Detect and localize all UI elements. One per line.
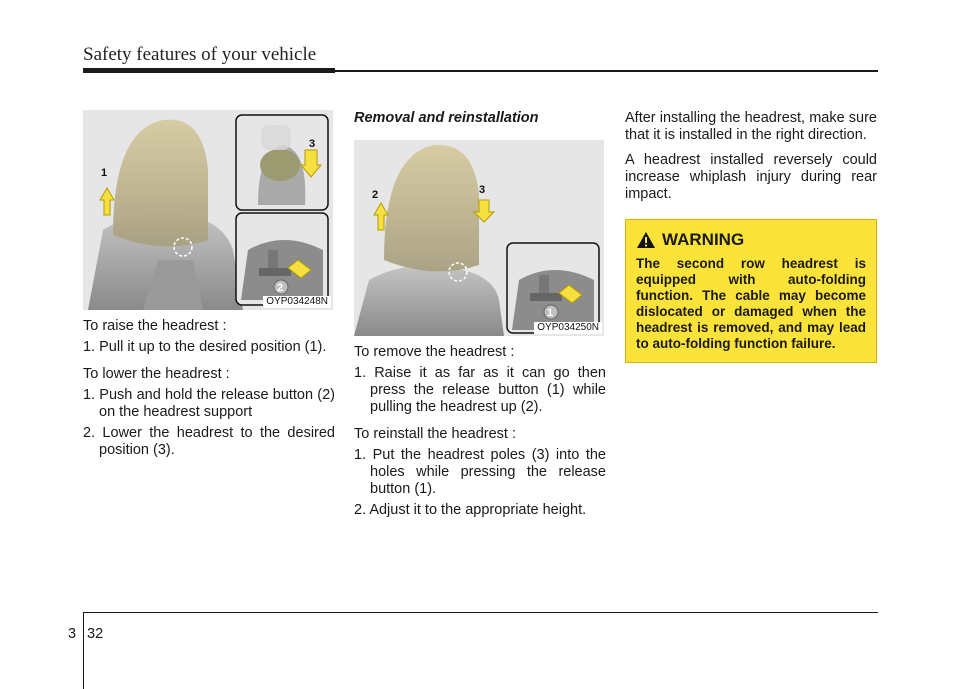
figure-headrest-removal bbox=[354, 140, 604, 336]
column-middle bbox=[354, 110, 606, 519]
footer-rule-vertical bbox=[83, 612, 84, 689]
whiplash-paragraph: A headrest installed reversely could increase whiplash injury during rear impact. bbox=[625, 152, 877, 202]
reinstall-step-2: 2. Adjust it to the appropriate height. bbox=[354, 502, 587, 518]
figure-label-2: 2 bbox=[277, 282, 284, 294]
page-number: 32 bbox=[87, 626, 104, 642]
section-title: Removal and reinstallation bbox=[354, 110, 539, 126]
header-rule-thick bbox=[83, 68, 335, 73]
headrest-removal-illustration bbox=[354, 140, 604, 336]
remove-step-1: 1. Raise it as far as it can go then press the release button (1) while pulling the headrest up (2). bbox=[354, 365, 606, 415]
figure-label-3: 3 bbox=[479, 184, 486, 196]
figure-label-1: 1 bbox=[547, 307, 554, 319]
lower-heading: To lower the headrest : bbox=[83, 366, 230, 382]
lower-step-1: 1. Push and hold the release button (2) on the headrest support bbox=[83, 387, 335, 420]
column-right bbox=[625, 110, 877, 363]
warning-header bbox=[636, 230, 866, 250]
footer-rule-horizontal bbox=[84, 612, 878, 613]
figure-label-1: 1 bbox=[101, 167, 108, 179]
figure-headrest-raise bbox=[83, 110, 333, 310]
raise-step-1: 1. Pull it up to the desired position (1). bbox=[83, 339, 327, 355]
headrest-illustration bbox=[83, 110, 333, 310]
lower-step-2: 2. Lower the headrest to the desired position (3). bbox=[83, 425, 335, 458]
figure-code: OYP034250N bbox=[534, 322, 602, 334]
figure-label-2: 2 bbox=[372, 189, 379, 201]
figure-code: OYP034248N bbox=[263, 296, 331, 308]
header-rule-thin bbox=[335, 70, 878, 72]
install-direction-paragraph: After installing the headrest, make sure that it is installed in the right direction. bbox=[625, 110, 877, 143]
reinstall-step-1: 1. Put the headrest poles (3) into the holes while pressing the release button (1). bbox=[354, 447, 606, 497]
chapter-number: 3 bbox=[68, 626, 77, 642]
reinstall-heading: To reinstall the headrest : bbox=[354, 426, 517, 442]
page-header-title: Safety features of your vehicle bbox=[83, 44, 317, 65]
raise-heading: To raise the headrest : bbox=[83, 318, 227, 334]
warning-title: WARNING bbox=[662, 230, 745, 249]
warning-box bbox=[625, 219, 877, 363]
column-left bbox=[83, 110, 335, 459]
warning-triangle-icon bbox=[636, 231, 656, 249]
remove-heading: To remove the headrest : bbox=[354, 344, 515, 360]
warning-body: The second row headrest is equipped with auto-folding function. The cable may become dislocated or damaged when the headrest is removed, and may lead to auto-folding function failure. bbox=[636, 256, 866, 351]
figure-label-3: 3 bbox=[309, 138, 316, 150]
